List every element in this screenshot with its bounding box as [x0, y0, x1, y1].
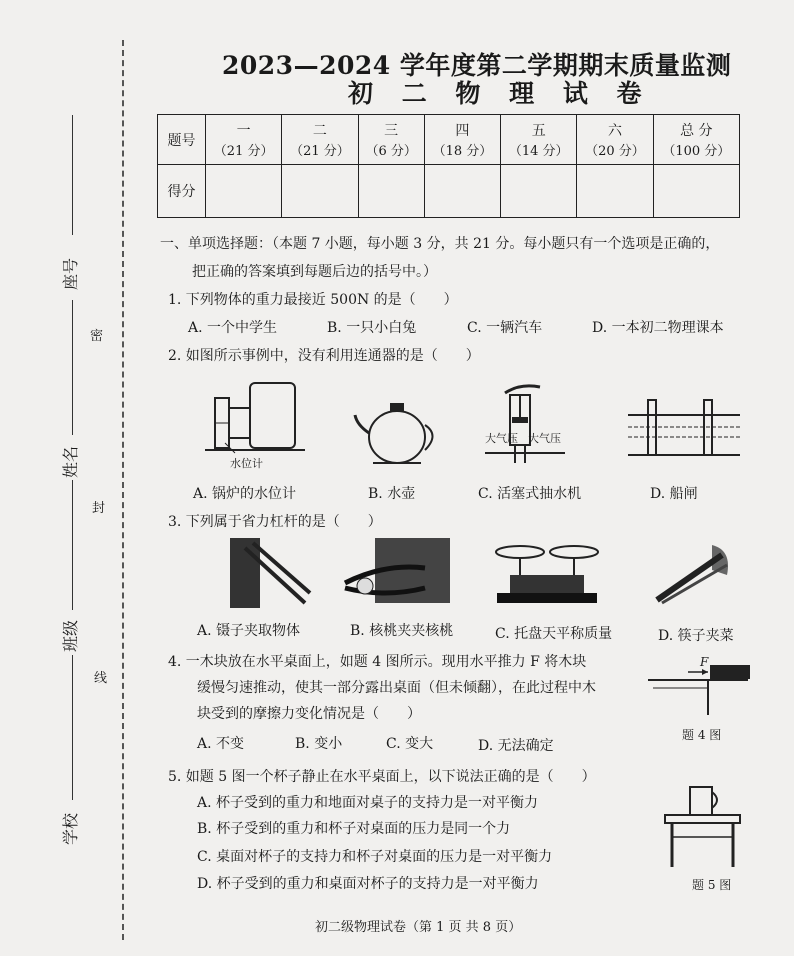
col-num: 二 [312, 123, 327, 139]
nutcracker-figure [345, 538, 450, 608]
q4-option-b[interactable]: B. 变小 [295, 736, 343, 752]
exam-title: 2023—2024 学年度第二学期期末质量监测 [222, 51, 732, 80]
q1-option-c[interactable]: C. 一辆汽车 [467, 320, 543, 336]
kettle-figure [355, 395, 440, 470]
q5-option-d[interactable]: D. 杯子受到的重力和桌面对杯子的支持力是一对平衡力 [197, 876, 539, 892]
fig5-cup-table [660, 782, 745, 877]
name-label: 姓名 [61, 445, 80, 478]
q2-option-c[interactable]: C. 活塞式抽水机 [478, 486, 582, 502]
q3-option-b[interactable]: B. 核桃夹夹核桃 [350, 623, 454, 639]
school-label: 学校 [61, 812, 80, 845]
school-fill-line [72, 655, 73, 800]
col-num: 五 [531, 123, 546, 139]
col-pts: （14 分） [508, 144, 569, 159]
class-fill-line [72, 480, 73, 610]
chopsticks-figure [652, 540, 737, 605]
seal-xian: 线 [94, 671, 108, 686]
q4-option-a[interactable]: A. 不变 [197, 736, 245, 752]
seat-fill-line [72, 115, 73, 235]
col-pts: （21 分） [213, 144, 274, 159]
col-5 [501, 115, 577, 165]
seal-dashed-line [122, 40, 124, 940]
q3-option-d[interactable]: D. 筷子夹菜 [658, 628, 734, 644]
col-1 [206, 115, 282, 165]
row-label-question: 题号 [158, 115, 206, 165]
seat-label: 座号 [61, 257, 80, 290]
q2-option-a[interactable]: A. 锅炉的水位计 [193, 486, 297, 502]
q5-stem: 5. 如题 5 图一个杯子静止在水平桌面上，以下说法正确的是（ ） [168, 769, 596, 785]
caption-air-pressure-left: 大气压 [485, 432, 518, 445]
page-footer: 初二级物理试卷（第 1 页 共 8 页） [315, 920, 522, 935]
q5-option-a[interactable]: A. 杯子受到的重力和地面对桌子的支持力是一对平衡力 [197, 795, 539, 811]
row-label-score: 得分 [158, 165, 206, 218]
balance-figure [492, 540, 602, 605]
score-cell[interactable] [577, 165, 653, 218]
q5-option-c[interactable]: C. 桌面对杯子的支持力和杯子对桌面的压力是一对平衡力 [197, 849, 553, 865]
section1-line1: 一、单项选择题：（本题 7 小题，每小题 3 分，共 21 分。每小题只有一个选项是正确的， [160, 236, 720, 252]
pump-figure [485, 385, 565, 465]
caption-water-gauge: 水位计 [230, 457, 263, 470]
name-fill-line [72, 300, 73, 435]
fig4-table-block [648, 660, 753, 720]
q5-option-b[interactable]: B. 杯子受到的重力和杯子对桌面的压力是同一个力 [197, 821, 511, 837]
q1-option-d[interactable]: D. 一本初二物理课本 [592, 320, 724, 336]
section1-line2: 把正确的答案填到每题后边的括号中。） [192, 264, 437, 280]
exam-subtitle: 初 二 物 理 试 卷 [348, 79, 652, 108]
seal-mi: 密 [90, 329, 104, 344]
col-pts: （6 分） [365, 144, 417, 159]
class-label: 班级 [61, 619, 80, 652]
q1-stem: 1. 下列物体的重力最接近 500N 的是（ ） [168, 292, 458, 308]
q4-option-c[interactable]: C. 变大 [386, 736, 434, 752]
q3-option-c[interactable]: C. 托盘天平称质量 [495, 626, 613, 642]
q1-option-a[interactable]: A. 一个中学生 [188, 320, 278, 336]
binding-margin [0, 0, 140, 956]
ship-lock-figure [628, 395, 740, 465]
score-cell[interactable] [424, 165, 500, 218]
col-num: 总 分 [680, 123, 713, 139]
col-num: 六 [607, 123, 622, 139]
col-2 [282, 115, 358, 165]
fig4-caption: 题 4 图 [682, 728, 722, 742]
col-num: 四 [455, 123, 470, 139]
q2-stem: 2. 如图所示事例中，没有利用连通器的是（ ） [168, 348, 480, 364]
score-cell[interactable] [206, 165, 282, 218]
force-label: F [700, 655, 709, 669]
col-num: 一 [236, 123, 251, 139]
col-pts: （18 分） [432, 144, 493, 159]
col-total [653, 115, 739, 165]
q4-line2: 缓慢匀速推动，使其一部分露出桌面（但未倾翻），在此过程中木 [197, 680, 596, 696]
q4-line3: 块受到的摩擦力变化情况是（ ） [197, 706, 421, 722]
q4-option-d[interactable]: D. 无法确定 [478, 738, 554, 754]
score-cell[interactable] [282, 165, 358, 218]
seal-feng: 封 [92, 501, 106, 516]
q3-stem: 3. 下列属于省力杠杆的是（ ） [168, 514, 382, 530]
score-cell[interactable] [358, 165, 424, 218]
score-cell[interactable] [653, 165, 739, 218]
col-pts: （21 分） [290, 144, 350, 159]
col-num: 三 [384, 123, 399, 139]
col-3 [358, 115, 424, 165]
col-pts: （20 分） [585, 144, 645, 159]
q2-option-d[interactable]: D. 船闸 [650, 486, 698, 502]
q1-option-b[interactable]: B. 一只小白兔 [327, 320, 417, 336]
caption-air-pressure-right: 大气压 [528, 432, 561, 445]
fig5-caption: 题 5 图 [692, 878, 732, 892]
q3-option-a[interactable]: A. 镊子夹取物体 [197, 623, 301, 639]
score-table [157, 114, 740, 218]
q4-line1: 4. 一木块放在水平桌面上，如题 4 图所示。现用水平推力 F 将木块 [168, 654, 587, 670]
col-4 [424, 115, 500, 165]
q2-option-b[interactable]: B. 水壶 [368, 486, 416, 502]
score-cell[interactable] [501, 165, 577, 218]
col-6 [577, 115, 653, 165]
tweezers-figure [225, 538, 310, 608]
col-pts: （100 分） [662, 144, 731, 159]
